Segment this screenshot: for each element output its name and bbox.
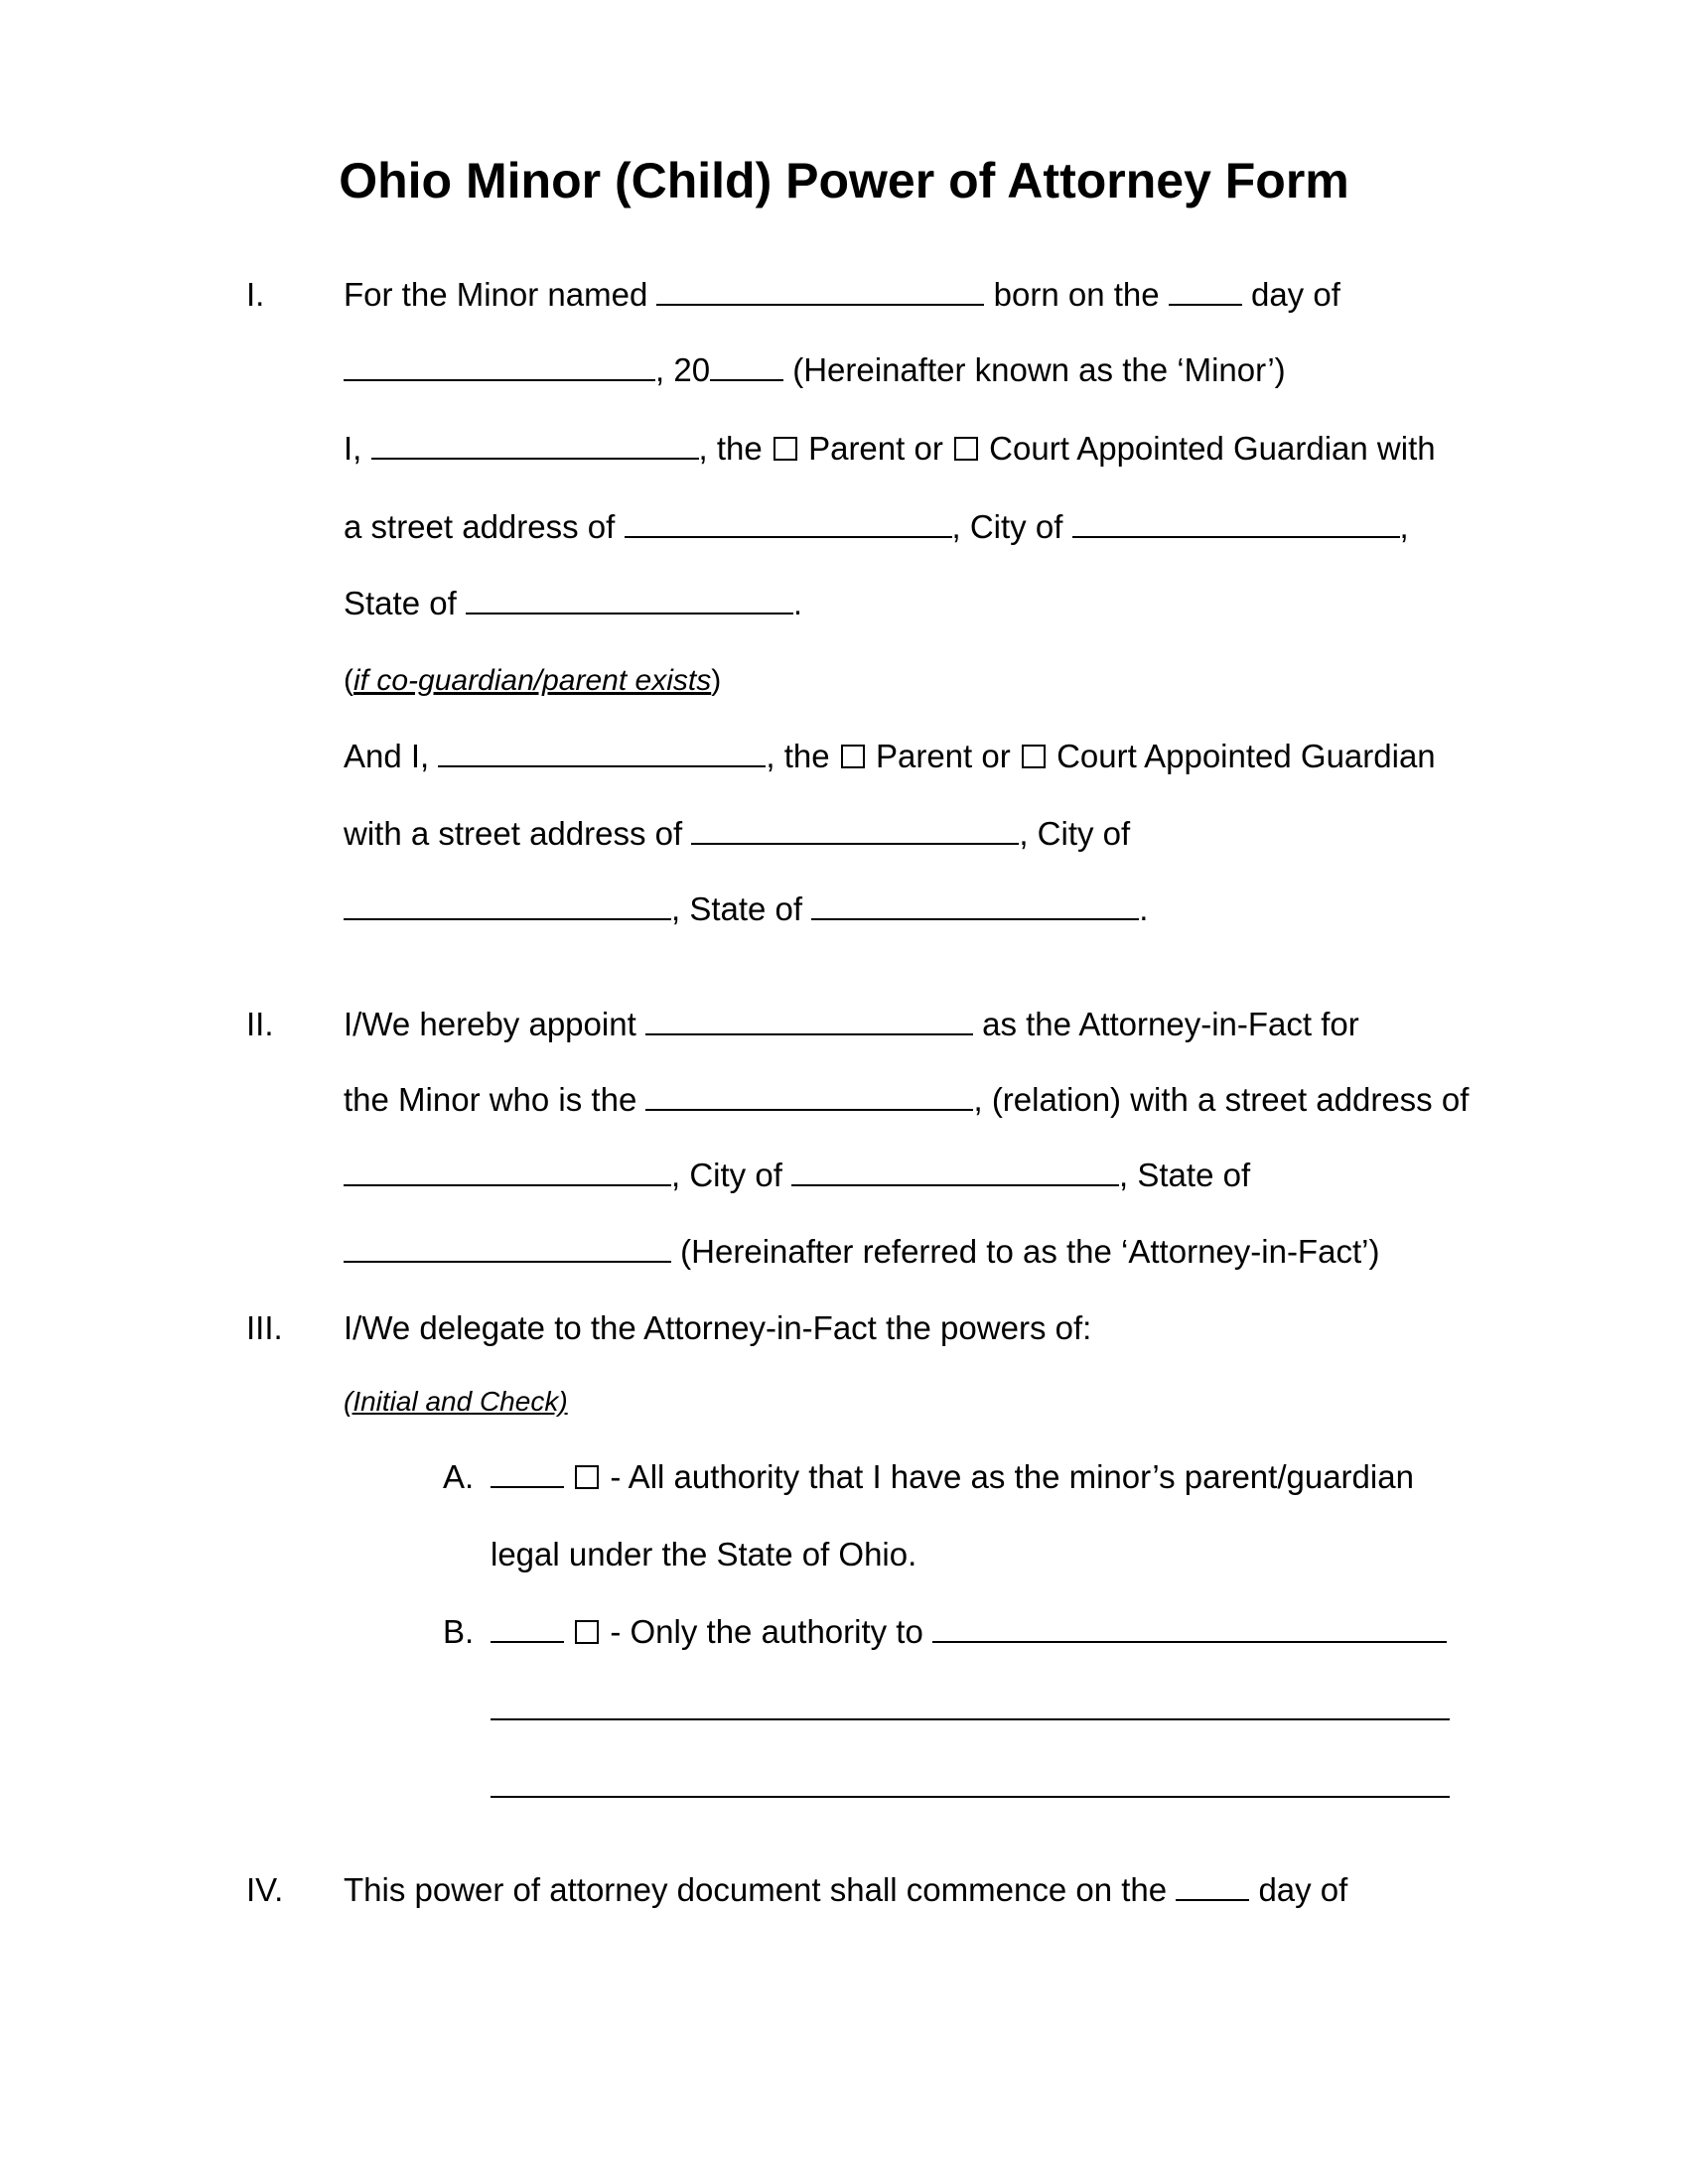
- option-b-line-3: [491, 1767, 1450, 1807]
- guardian-1-state-field[interactable]: [466, 585, 793, 614]
- attorney-state-field[interactable]: [344, 1233, 671, 1263]
- section-1-line-1: [344, 275, 1340, 315]
- section-3-numeral: III.: [246, 1309, 283, 1346]
- day-of-label: day of: [1250, 276, 1340, 313]
- guardian-2-name-field[interactable]: [438, 738, 766, 767]
- attorney-city-field[interactable]: [791, 1157, 1119, 1186]
- option-b-authority-field-3[interactable]: [491, 1768, 1450, 1798]
- guardian-2-street-field[interactable]: [691, 815, 1019, 845]
- year-prefix-label: , 20: [655, 351, 711, 388]
- section-1-line-5: [344, 584, 802, 623]
- commence-label: This power of attorney document shall commence on the: [344, 1871, 1168, 1908]
- minor-who-label: the Minor who is the: [344, 1081, 637, 1118]
- guardian-2-court-checkbox[interactable]: [1022, 745, 1046, 768]
- commence-day-field[interactable]: [1176, 1871, 1249, 1901]
- section-1-numeral: I.: [246, 276, 265, 313]
- state-label-3: , State of: [1119, 1157, 1251, 1193]
- commence-day-of-label: day of: [1258, 1871, 1348, 1908]
- guardian-1-court-checkbox[interactable]: [954, 437, 978, 461]
- guardian-1-parent-checkbox[interactable]: [774, 437, 797, 461]
- attorney-for-label: as the Attorney-in-Fact for: [982, 1006, 1359, 1042]
- city-label-3: , City of: [671, 1157, 782, 1193]
- period-label-2: .: [1139, 890, 1149, 927]
- guardian-2-city-field[interactable]: [344, 890, 671, 920]
- option-a-letter: A.: [443, 1458, 475, 1495]
- period-label: .: [792, 585, 803, 621]
- birth-month-field[interactable]: [344, 351, 655, 381]
- option-b-text: - Only the authority to: [610, 1613, 923, 1650]
- i-label: I,: [344, 430, 362, 467]
- guardian-1-name-field[interactable]: [371, 430, 699, 460]
- guardian-2-state-field[interactable]: [811, 890, 1139, 920]
- state-label: State of: [344, 585, 457, 621]
- state-label-2: , State of: [671, 890, 803, 927]
- option-a-initial-field[interactable]: [491, 1458, 564, 1488]
- and-i-label: And I,: [344, 738, 430, 774]
- guardian-1-city-field[interactable]: [1072, 508, 1400, 538]
- guardian-2-parent-checkbox[interactable]: [841, 745, 865, 768]
- the-label: , the: [698, 430, 763, 467]
- section-2-numeral: II.: [246, 1006, 274, 1042]
- option-a-line-1: [491, 1457, 1414, 1497]
- comma-label: ,: [1399, 508, 1409, 545]
- attorney-name-field[interactable]: [645, 1006, 973, 1035]
- the-label-2: , the: [766, 738, 830, 774]
- parent-or-label: Parent or: [808, 430, 943, 467]
- option-b-line-1: [491, 1612, 1447, 1652]
- city-label: , City of: [951, 508, 1063, 545]
- appoint-label: I/We hereby appoint: [344, 1006, 636, 1042]
- section-2-line-1: [344, 1005, 1359, 1044]
- attorney-hereinafter-label: (Hereinafter referred to as the ‘Attorney-in-Fact’): [680, 1233, 1380, 1270]
- guardian-1-street-field[interactable]: [625, 508, 952, 538]
- option-b-letter: B.: [443, 1613, 475, 1650]
- section-2-line-3: [344, 1156, 1250, 1195]
- court-guardian-label-2: Court Appointed Guardian: [1056, 738, 1436, 774]
- minor-name-label: For the Minor named: [344, 276, 648, 313]
- section-1-line-2: [344, 350, 1286, 390]
- co-guardian-note: [344, 661, 721, 701]
- parent-or-label-2: Parent or: [875, 738, 1011, 774]
- section-4-numeral: IV.: [246, 1871, 284, 1908]
- minor-hereinafter-label: (Hereinafter known as the ‘Minor’): [792, 351, 1286, 388]
- co-note-text: if co-guardian/parent exists: [353, 664, 712, 697]
- section-2-line-2: [344, 1080, 1469, 1120]
- option-b-line-2: [491, 1690, 1450, 1729]
- section-1-line-3: [344, 429, 1436, 469]
- option-b-checkbox[interactable]: [575, 1620, 599, 1644]
- option-b-initial-field[interactable]: [491, 1613, 564, 1643]
- court-guardian-label: Court Appointed Guardian with: [989, 430, 1436, 467]
- document-title: Ohio Minor (Child) Power of Attorney Form: [339, 153, 1349, 208]
- option-b-authority-field[interactable]: [932, 1613, 1447, 1643]
- option-a-text: - All authority that I have as the minor’s parent/guardian: [610, 1458, 1414, 1495]
- section-1-line-9: [344, 889, 1148, 929]
- section-4-line-1: [344, 1870, 1347, 1910]
- initial-check-note: (Initial and Check): [344, 1386, 568, 1417]
- street-address-label: a street address of: [344, 508, 616, 545]
- section-1-line-8: [344, 814, 1130, 854]
- option-a-checkbox[interactable]: [575, 1465, 599, 1489]
- born-on-label: born on the: [993, 276, 1160, 313]
- attorney-street-field[interactable]: [344, 1157, 671, 1186]
- relation-label: , (relation) with a street address of: [973, 1081, 1470, 1118]
- city-label-2: , City of: [1019, 815, 1131, 852]
- birth-year-field[interactable]: [710, 351, 783, 381]
- birth-day-field[interactable]: [1169, 276, 1242, 306]
- section-3-line-1: I/We delegate to the Attorney-in-Fact the powers of:: [344, 1309, 1092, 1346]
- co-note-open: (: [344, 664, 353, 697]
- co-note-close: ): [711, 664, 722, 697]
- street-address-label-2: with a street address of: [344, 815, 683, 852]
- relation-field[interactable]: [645, 1081, 973, 1111]
- option-b-authority-field-2[interactable]: [491, 1691, 1450, 1720]
- minor-name-field[interactable]: [656, 276, 984, 306]
- section-2-line-4: [344, 1232, 1379, 1272]
- section-1-line-4: [344, 507, 1409, 547]
- option-a-line-2: legal under the State of Ohio.: [491, 1536, 917, 1572]
- section-1-line-7: [344, 737, 1436, 776]
